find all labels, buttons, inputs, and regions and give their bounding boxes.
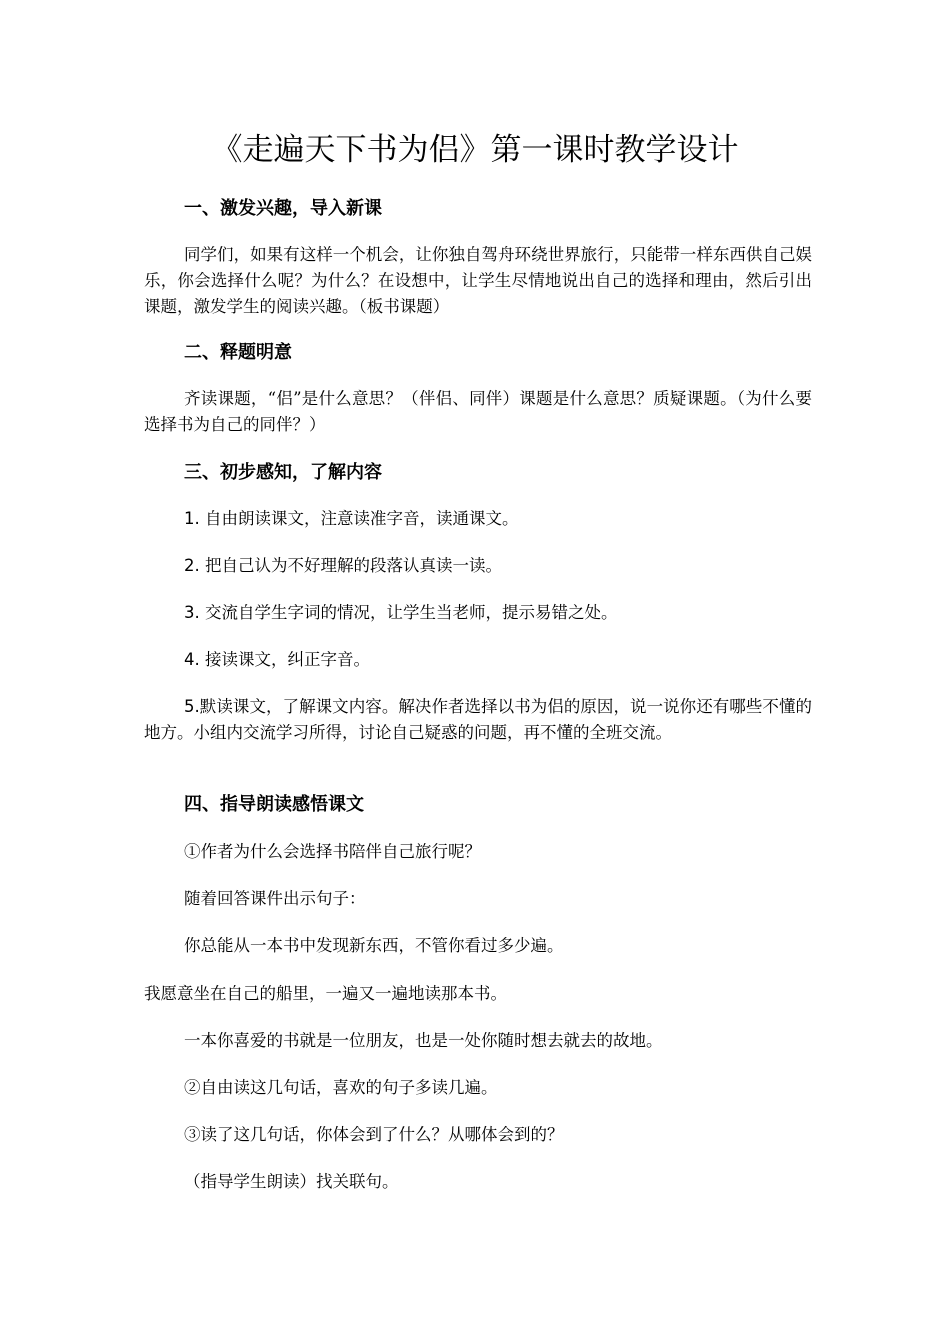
section-heading-3: 三、初步感知，了解内容 xyxy=(184,462,382,483)
list-item xyxy=(184,600,618,626)
section-1-paragraph: 同学们，如果有这样一个机会，让你独自驾舟环绕世界旅行，只能带一样东西供自己娱乐，你会选择什么呢？为什么？在设想中，让学生尽情地说出自己的选择和理由，然后引出课题，激发学生的阅读兴趣。（板书课题） xyxy=(144,245,812,316)
body-line: ③读了这几句话，你体会到了什么？从哪体会到的？ xyxy=(184,1125,564,1144)
list-item-number: 1. xyxy=(184,509,200,528)
list-item-text: 交流自学生字词的情况，让学生当老师，提示易错之处。 xyxy=(205,603,618,622)
list-item-number: 3. xyxy=(184,603,200,622)
list-item-text: 接读课文，纠正字音。 xyxy=(205,650,370,669)
list-item xyxy=(144,694,812,746)
list-item xyxy=(184,553,502,579)
section-2-paragraph: 齐读课题，“侣”是什么意思？（伴侣、同伴）课题是什么意思？质疑课题。（为什么要选择书为自己的同伴？） xyxy=(144,389,812,434)
body-line: ②自由读这几句话，喜欢的句子多读几遍。 xyxy=(184,1078,498,1097)
section-heading-2: 二、释题明意 xyxy=(184,342,292,363)
list-item-number: 5. xyxy=(184,697,200,716)
section-heading-4: 四、指导朗读感悟课文 xyxy=(184,794,364,815)
body-line: 一本你喜爱的书就是一位朋友，也是一处你随时想去就去的故地。 xyxy=(184,1031,663,1050)
list-item-text: 把自己认为不好理解的段落认真读一读。 xyxy=(205,556,502,575)
body-line: 你总能从一本书中发现新东西，不管你看过多少遍。 xyxy=(184,936,564,955)
body-line: ①作者为什么会选择书陪伴自己旅行呢？ xyxy=(184,842,481,861)
list-item-number: 4. xyxy=(184,650,200,669)
list-item-text: 自由朗读课文，注意读准字音，读通课文。 xyxy=(205,509,519,528)
body-line: （指导学生朗读）找关联句。 xyxy=(184,1172,399,1191)
list-item xyxy=(184,647,370,673)
list-item-number: 2. xyxy=(184,556,200,575)
list-item-text: 默读课文，了解课文内容。解决作者选择以书为侣的原因，说一说你还有哪些不懂的地方。小组内交流学习所得，讨论自己疑惑的问题，再不懂的全班交流。 xyxy=(144,697,812,742)
document-title: 《走遍天下书为侣》第一课时教学设计 xyxy=(211,132,739,168)
body-line: 随着回答课件出示句子： xyxy=(184,889,366,908)
body-line: 我愿意坐在自己的船里，一遍又一遍地读那本书。 xyxy=(144,984,507,1003)
section-heading-1: 一、激发兴趣，导入新课 xyxy=(184,198,382,219)
list-item xyxy=(184,506,519,532)
